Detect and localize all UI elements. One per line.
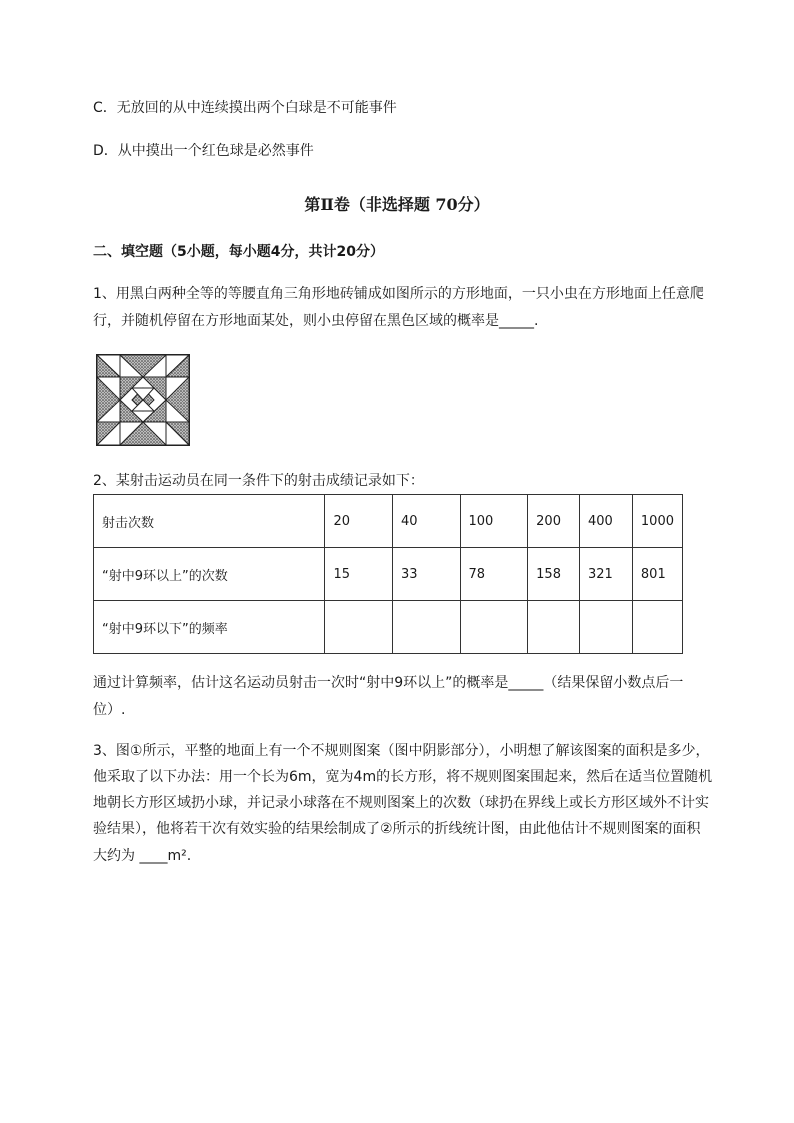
table-cell: 78	[460, 548, 528, 601]
part-title: 第Ⅱ卷（非选择题 70分）	[304, 195, 490, 214]
section-heading: 二、填空题（5小题，每小题4分，共计20分）	[93, 244, 384, 260]
q3-line-2: 他采取了以下办法：用一个长为6m，宽为4m的长方形，将不规则图案围起来，然后在适当位置随机	[93, 769, 713, 785]
option-d: D．从中摸出一个红色球是必然事件	[93, 143, 314, 159]
table-cell	[393, 601, 461, 654]
table-cell	[580, 601, 633, 654]
q2-after-line-2: 位）.	[93, 702, 126, 718]
table-cell: 20	[325, 495, 393, 548]
table-cell: 33	[393, 548, 461, 601]
table-cell	[460, 601, 528, 654]
q3-line-4: 验结果），他将若干次有效实验的结果绘制成了②所示的折线统计图，由此他估计不规则图案的面积	[93, 821, 701, 837]
q3-line-3: 地朝长方形区域扔小球，并记录小球落在不规则图案上的次数（球扔在界线上或长方形区域外不计实	[93, 795, 709, 811]
table-cell: 15	[325, 548, 393, 601]
table-cell: 200	[528, 495, 580, 548]
q2-after-line-1: 通过计算频率，估计这名运动员射击一次时“射中9环以上”的概率是_____（结果保留小数点后一	[93, 675, 684, 691]
table-row	[94, 548, 683, 601]
table-cell: 400	[580, 495, 633, 548]
q3-line-5: 大约为 ____m².	[93, 848, 192, 864]
q1-line-1: 1、用黑白两种全等的等腰直角三角形地砖铺成如图所示的方形地面，一只小虫在方形地面上任意爬	[93, 286, 704, 302]
table-cell	[632, 601, 682, 654]
table-cell: 321	[580, 548, 633, 601]
table-cell: 射击次数	[94, 495, 325, 548]
table-cell	[325, 601, 393, 654]
tile-floor-figure	[96, 354, 190, 446]
table-cell	[528, 601, 580, 654]
q3-line-1: 3、图①所示，平整的地面上有一个不规则图案（图中阴影部分），小明想了解该图案的面积是多少，	[93, 743, 710, 759]
q1-line-2: 行，并随机停留在方形地面某处，则小虫停留在黑色区域的概率是_____.	[93, 313, 539, 329]
shooting-record-table	[93, 494, 683, 654]
table-cell: 40	[393, 495, 461, 548]
table-cell: 1000	[632, 495, 682, 548]
table-cell: “射中9环以上”的次数	[94, 548, 325, 601]
table-cell: 100	[460, 495, 528, 548]
table-cell: “射中9环以下”的频率	[94, 601, 325, 654]
q2-intro: 2、某射击运动员在同一条件下的射击成绩记录如下：	[93, 473, 424, 489]
table-row	[94, 495, 683, 548]
table-row	[94, 601, 683, 654]
table-cell: 801	[632, 548, 682, 601]
table-cell: 158	[528, 548, 580, 601]
option-c: C．无放回的从中连续摸出两个白球是不可能事件	[93, 100, 397, 116]
